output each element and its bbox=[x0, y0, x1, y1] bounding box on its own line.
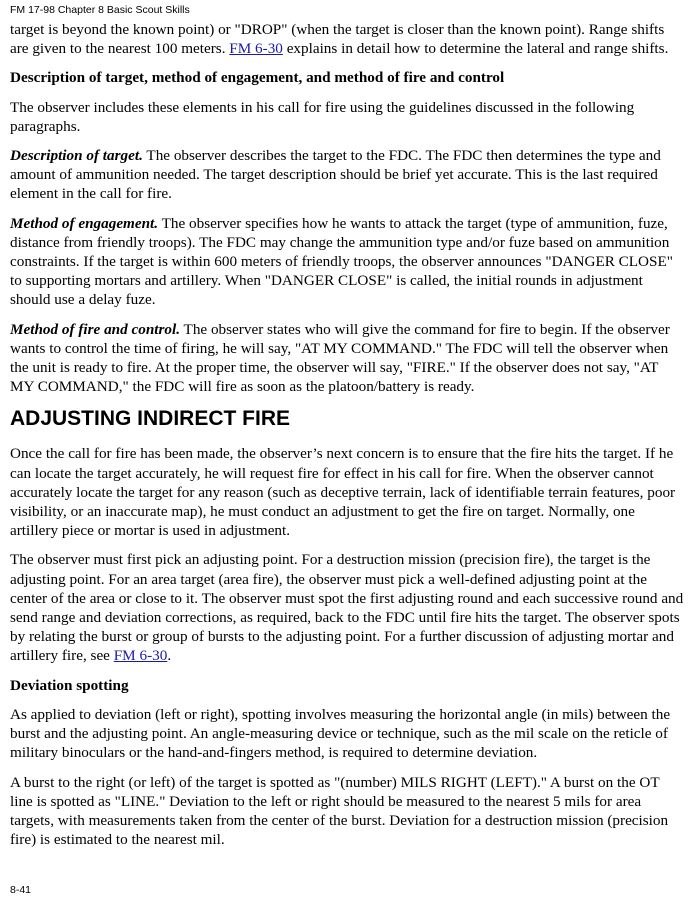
paragraph-text: explains in detail how to determine the lateral and range shifts. bbox=[282, 40, 669, 58]
page-content bbox=[10, 20, 685, 859]
paragraph-observer-includes: The observer includes these elements in his call for fire using the guidelines discussed in the following paragraphs. bbox=[10, 98, 635, 135]
paragraph-deviation-2: A burst to the right (or left) of the target is spotted as "(number) MILS RIGHT (LEFT)." A burst on the OT line is spotted as "LINE." Deviation to the left or right should be measured to the nearest 5 mils for area targets, with measurements taken from the center of the burst. Deviation for a destruction mission (precision fire) is estimated to the nearest mil. bbox=[10, 773, 669, 849]
fm-6-30-link[interactable]: FM 6-30 bbox=[229, 40, 283, 58]
section-heading-adjusting-indirect-fire: ADJUSTING INDIRECT FIRE bbox=[10, 407, 291, 431]
paragraph-adjusting-2 bbox=[10, 550, 685, 665]
fm-6-30-link[interactable]: FM 6-30 bbox=[113, 647, 168, 665]
paragraph-text: . bbox=[167, 647, 172, 665]
paragraph-text: target is beyond the known point) or "DROP" (when the target is closer than the known point). Range shifts are given to the nearest 100 meters. bbox=[10, 21, 665, 58]
paragraph-text: The observer must first pick an adjusting point. For a destruction mission (precision fire), the target is the adjusting point. For an area target (area fire), the observer must pick a well-defined adjusting point at the center of the area or close to it. The observer must spot the first adjusting round and each successive round and send range and deviation corrections, as required, back to the FDC until fire hits the target. The observer spots by relating the burst or group of bursts to the adjusting point. For a further discussion of adjusting mortar and artillery fire, see bbox=[10, 551, 684, 665]
paragraph-range-shifts bbox=[10, 20, 685, 58]
paragraph-method-of-engagement bbox=[10, 214, 685, 310]
paragraph-text: The observer states who will give the command for fire to begin. If the observer wants to control the time of firing, he will say, "AT MY COMMAND." The FDC will tell the observer when the unit is ready to fire. At the proper time, the observer will say, "FIRE." If the observer does not say, "AT MY COMMAND," the FDC will fire as soon as the platoon/battery is ready. bbox=[10, 320, 670, 396]
running-head: FM 17-98 Chapter 8 Basic Scout Skills bbox=[10, 4, 190, 16]
lead-in: Method of fire and control. bbox=[10, 320, 181, 338]
subheading-deviation-spotting: Deviation spotting bbox=[10, 676, 129, 694]
paragraph-deviation-1: As applied to deviation (left or right), spotting involves measuring the horizontal angle (in mils) between the burst and the adjusting point. An angle-measuring device or technique, such as the mil scale on the reticle of military binoculars or the hand-and-fingers method, is required to determine deviation. bbox=[10, 705, 671, 762]
lead-in: Method of engagement. bbox=[10, 214, 159, 232]
subheading-description: Description of target, method of engagement, and method of fire and control bbox=[10, 69, 505, 87]
page-number: 8-41 bbox=[10, 884, 32, 896]
paragraph-adjusting-1: Once the call for fire has been made, the observer’s next concern is to ensure that the fire hits the target. If he can locate the target accurately, he will request fire for effect in his call for fire. When the observer cannot accurately locate the target for any reason (such as deceptive terrain, lack of identifiable terrain features, poor visibility, or an inaccurate map), he must conduct an adjustment to get the fire on target. Normally, one artillery piece or mortar is used in adjustment. bbox=[10, 445, 676, 540]
lead-in: Description of target. bbox=[10, 147, 143, 165]
paragraph-description-of-target bbox=[10, 146, 685, 204]
paragraph-text: The observer specifies how he wants to attack the target (type of ammunition, fuze, distance from friendly troops). The FDC may change the ammunition type and/or fuze based on ammunition constraints. If the target is within 600 meters of friendly troops, the observer announces "DANGER CLOSE" to supporting mortars and artillery. When "DANGER CLOSE" is called, the initial rounds in adjustment should use a delay fuze. bbox=[10, 214, 673, 309]
paragraph-text: The observer describes the target to the FDC. The FDC then determines the type and amount of ammunition needed. The target description should be brief yet accurate. This is the last required element in the call for fire. bbox=[10, 147, 661, 203]
paragraph-method-of-fire-and-control bbox=[10, 320, 685, 397]
